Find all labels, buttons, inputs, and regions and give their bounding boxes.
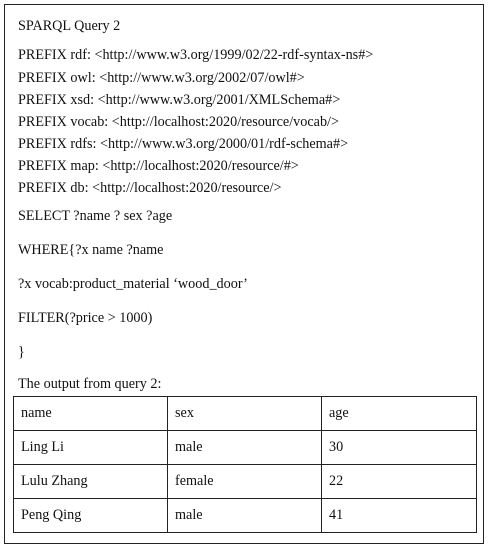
cell-age: 41	[322, 499, 477, 533]
filter-clause: FILTER(?price > 1000)	[18, 310, 153, 326]
cell-sex: male	[168, 431, 322, 465]
prefix-line: PREFIX rdf: <http://www.w3.org/1999/02/22-rdf-syntax-ns#>	[18, 47, 374, 63]
column-header-age: age	[322, 397, 477, 431]
output-table	[13, 396, 477, 533]
table-row	[14, 431, 477, 465]
column-header-name: name	[14, 397, 168, 431]
triple-pattern: ?x vocab:product_material ‘wood_door’	[18, 276, 248, 292]
cell-name: Ling Li	[14, 431, 168, 465]
cell-sex: female	[168, 465, 322, 499]
prefix-line: PREFIX db: <http://localhost:2020/resource/>	[18, 180, 282, 196]
cell-age: 22	[322, 465, 477, 499]
figure-title: SPARQL Query 2	[18, 18, 121, 34]
cell-name: Lulu Zhang	[14, 465, 168, 499]
cell-name: Peng Qing	[14, 499, 168, 533]
column-header-sex: sex	[168, 397, 322, 431]
select-clause: SELECT ?name ? sex ?age	[18, 208, 173, 224]
prefix-line: PREFIX vocab: <http://localhost:2020/resource/vocab/>	[18, 114, 339, 130]
output-caption: The output from query 2:	[18, 376, 162, 392]
prefix-line: PREFIX map: <http://localhost:2020/resource/#>	[18, 158, 299, 174]
table-header-row	[14, 397, 477, 431]
prefix-line: PREFIX owl: <http://www.w3.org/2002/07/owl#>	[18, 70, 305, 86]
cell-age: 30	[322, 431, 477, 465]
table-row	[14, 499, 477, 533]
cell-sex: male	[168, 499, 322, 533]
closing-brace: }	[18, 344, 25, 360]
table-row	[14, 465, 477, 499]
where-clause: WHERE{?x name ?name	[18, 242, 164, 258]
prefix-line: PREFIX rdfs: <http://www.w3.org/2000/01/rdf-schema#>	[18, 136, 349, 152]
prefix-line: PREFIX xsd: <http://www.w3.org/2001/XMLSchema#>	[18, 92, 341, 108]
